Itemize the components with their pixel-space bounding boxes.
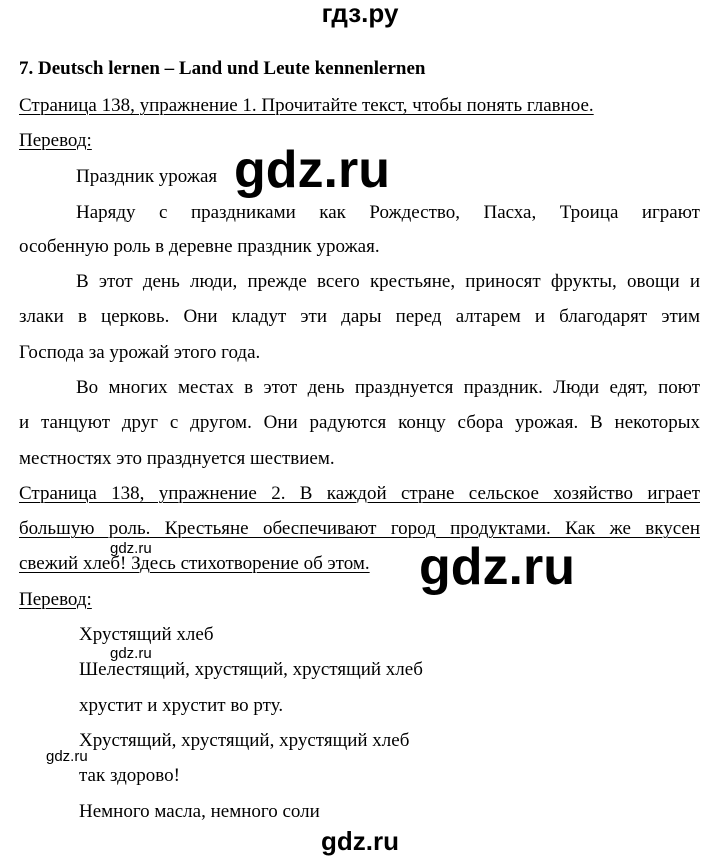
poem-line: так здорово! (79, 765, 180, 786)
text-line: местностях это празднуется шествием. (19, 448, 335, 469)
text-line: Во многих местах в этот день празднуется праздник. Люди едят, поют (76, 377, 700, 398)
text-line: и танцуют друг с другом. Они радуются концу сбора урожая. В некоторых (19, 412, 700, 433)
text-line: Господа за урожай этого года. (19, 342, 261, 363)
watermark-small: gdz.ru (46, 748, 88, 765)
watermark-small: gdz.ru (110, 645, 152, 662)
exercise2-task-line: большую роль. Крестьяне обеспечивают город продуктами. Как же вкусен (19, 518, 700, 539)
watermark-large: gdz.ru (415, 541, 579, 593)
exercise2-translation-label: Перевод: (19, 589, 92, 610)
text-line: В этот день люди, прежде всего крестьяне, приносят фрукты, овощи и (76, 271, 700, 292)
exercise2-task-line: Страница 138, упражнение 2. В каждой стране сельское хозяйство играет (19, 483, 700, 504)
exercise1-translation-label: Перевод: (19, 130, 92, 151)
poem-title: Хрустящий хлеб (79, 624, 214, 645)
exercise1-task: Страница 138, упражнение 1. Прочитайте текст, чтобы понять главное. (19, 95, 594, 116)
poem-line: Шелестящий, хрустящий, хрустящий хлеб (79, 659, 423, 680)
section-heading: 7. Deutsch lernen – Land und Leute kennenlernen (19, 58, 426, 79)
text-line: злаки в церковь. Они кладут эти дары перед алтарем и благодарят этим (19, 306, 700, 327)
poem-line: Хрустящий, хрустящий, хрустящий хлеб (79, 730, 410, 751)
exercise2-task-line: свежий хлеб! Здесь стихотворение об этом. (19, 553, 370, 574)
text-title: Праздник урожая (76, 166, 218, 187)
watermark-footer: gdz.ru (321, 826, 399, 856)
watermark-small: gdz.ru (110, 540, 152, 557)
poem-line: хрустит и хрустит во рту. (79, 695, 284, 716)
text-line: Наряду с праздниками как Рождество, Пасха, Троица играют (76, 202, 700, 223)
site-header: гдз.ру (321, 0, 399, 28)
text-line: особенную роль в деревне праздник урожая. (19, 236, 380, 257)
poem-line: Немного масла, немного соли (79, 801, 320, 822)
watermark-large: gdz.ru (230, 144, 394, 196)
